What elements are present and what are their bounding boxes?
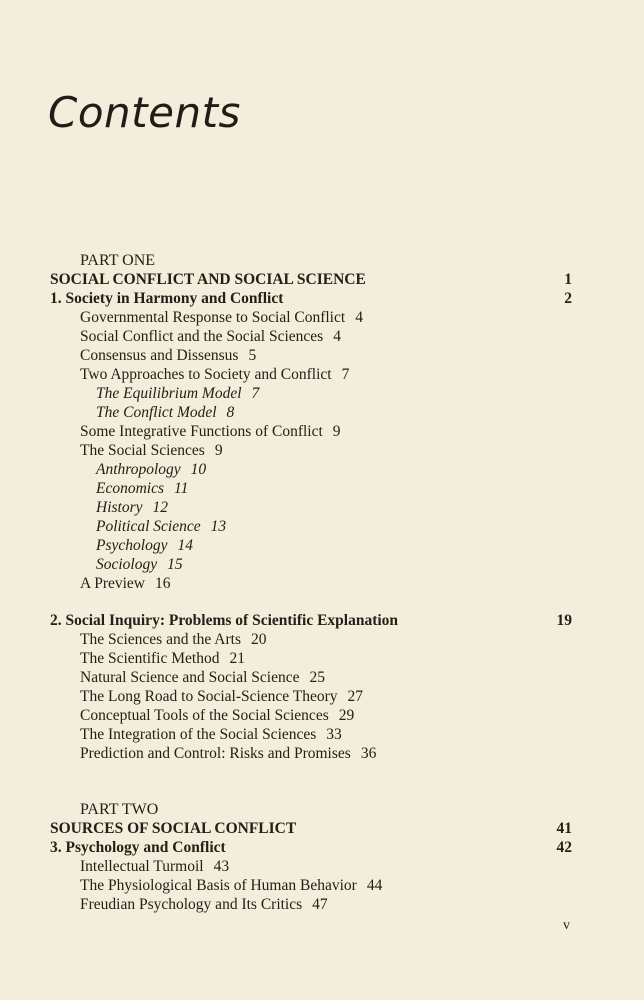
toc-entry: Governmental Response to Social Conflict 4	[80, 309, 363, 326]
toc-subentry: History 12	[96, 499, 168, 516]
toc-entry: Two Approaches to Society and Conflict 7	[80, 366, 350, 383]
toc-subentry: Political Science 13	[96, 518, 227, 535]
toc-entry: Some Integrative Functions of Conflict 9	[80, 423, 341, 440]
toc-entry: Consensus and Dissensus 5	[80, 347, 257, 364]
toc-subentry: Anthropology 10	[96, 461, 207, 478]
page-folio: v	[563, 918, 570, 933]
part-two-page: 41	[556, 820, 572, 837]
toc-entry: The Social Sciences 9	[80, 442, 223, 459]
chapter-3-page: 42	[556, 839, 572, 856]
chapter-2-title: 2. Social Inquiry: Problems of Scientific Explanation	[50, 612, 399, 629]
toc-entry: The Long Road to Social-Science Theory 27	[80, 688, 364, 705]
toc-entry: The Physiological Basis of Human Behavior 44	[80, 877, 383, 894]
toc-entry: The Scientific Method 21	[80, 650, 245, 667]
toc-entry: Conceptual Tools of the Social Sciences 29	[80, 707, 355, 724]
part-one-label: PART ONE	[80, 252, 156, 269]
chapter-2-page: 19	[556, 612, 572, 629]
page-title: Contents	[48, 88, 241, 137]
part-one-title: SOCIAL CONFLICT AND SOCIAL SCIENCE	[50, 271, 366, 288]
part-one-page: 1	[564, 271, 572, 288]
toc-entry: Social Conflict and the Social Sciences 4	[80, 328, 341, 345]
toc-entry: Prediction and Control: Risks and Promises 36	[80, 745, 377, 762]
chapter-1-title: 1. Society in Harmony and Conflict	[50, 290, 284, 307]
chapter-1-page: 2	[564, 290, 572, 307]
toc-entry: A Preview 16	[80, 575, 171, 592]
toc-subentry: Sociology 15	[96, 556, 183, 573]
toc-entry: The Sciences and the Arts 20	[80, 631, 267, 648]
toc-subentry: The Conflict Model 8	[96, 404, 235, 421]
toc-subentry: The Equilibrium Model 7	[96, 385, 260, 402]
toc-entry: Freudian Psychology and Its Critics 47	[80, 896, 328, 913]
part-two-title: SOURCES OF SOCIAL CONFLICT	[50, 820, 297, 837]
toc-entry: Intellectual Turmoil 43	[80, 858, 230, 875]
part-two-label: PART TWO	[80, 801, 159, 818]
toc-entry: The Integration of the Social Sciences 33	[80, 726, 342, 743]
chapter-3-title: 3. Psychology and Conflict	[50, 839, 226, 856]
toc-subentry: Psychology 14	[96, 537, 193, 554]
toc-entry: Natural Science and Social Science 25	[80, 669, 325, 686]
toc-subentry: Economics 11	[96, 480, 189, 497]
